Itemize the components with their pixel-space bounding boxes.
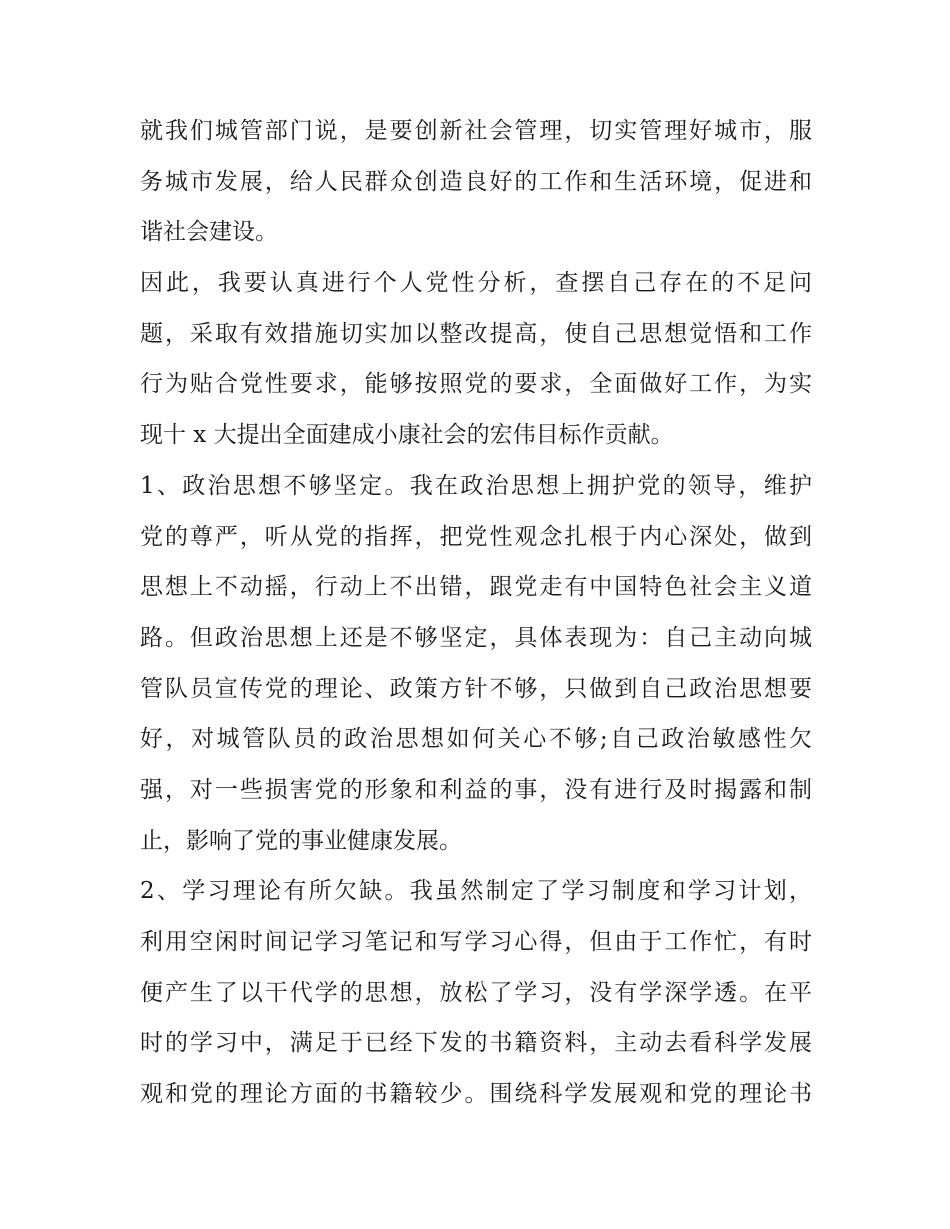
text-line: 强，对一些损害党的形象和利益的事，没有进行及时揭露和制 bbox=[140, 776, 812, 803]
paragraph-3 bbox=[140, 461, 812, 867]
text-line: 1、政治思想不够坚定。我在政治思想上拥护党的领导，维护 bbox=[140, 472, 812, 499]
text-line: 现十 x 大提出全面建成小康社会的宏伟目标作贡献。 bbox=[140, 422, 674, 449]
paragraph-1 bbox=[140, 106, 812, 258]
text-line: 2、学习理论有所欠缺。我虽然制定了学习制度和学习计划， bbox=[140, 878, 812, 905]
text-line: 止，影响了党的事业健康发展。 bbox=[140, 827, 462, 854]
text-line: 因此，我要认真进行个人党性分析，查摆自己存在的不足问 bbox=[140, 270, 812, 297]
text-line: 务城市发展，给人民群众创造良好的工作和生活环境，促进和 bbox=[140, 168, 812, 195]
document-body bbox=[140, 106, 812, 1120]
paragraph-2 bbox=[140, 258, 812, 461]
text-line: 观和党的理论方面的书籍较少。围绕科学发展观和党的理论书 bbox=[140, 1081, 812, 1108]
text-line: 题，采取有效措施切实加以整改提高，使自己思想觉悟和工作 bbox=[140, 320, 812, 347]
text-line: 思想上不动摇，行动上不出错，跟党走有中国特色社会主义道 bbox=[140, 574, 812, 601]
text-line: 行为贴合党性要求，能够按照党的要求，全面做好工作，为实 bbox=[140, 371, 812, 398]
text-line: 好，对城管队员的政治思想如何关心不够;自己政治敏感性欠 bbox=[140, 726, 812, 753]
text-line: 谐社会建设。 bbox=[140, 219, 278, 246]
text-line: 路。但政治思想上还是不够坚定，具体表现为：自己主动向城 bbox=[140, 624, 812, 651]
text-line: 利用空闲时间记学习笔记和写学习心得，但由于工作忙，有时 bbox=[140, 929, 812, 955]
text-line: 便产生了以干代学的思想，放松了学习，没有学深学透。在平 bbox=[140, 979, 812, 1006]
text-line: 时的学习中，满足于已经下发的书籍资料，主动去看科学发展 bbox=[140, 1030, 812, 1057]
paragraph-4 bbox=[140, 866, 812, 1119]
text-line: 就我们城管部门说，是要创新社会管理，切实管理好城市，服 bbox=[140, 118, 812, 144]
text-line: 党的尊严，听从党的指挥，把党性观念扎根于内心深处，做到 bbox=[140, 523, 812, 550]
text-line: 管队员宣传党的理论、政策方针不够，只做到自己政治思想要 bbox=[140, 675, 812, 702]
